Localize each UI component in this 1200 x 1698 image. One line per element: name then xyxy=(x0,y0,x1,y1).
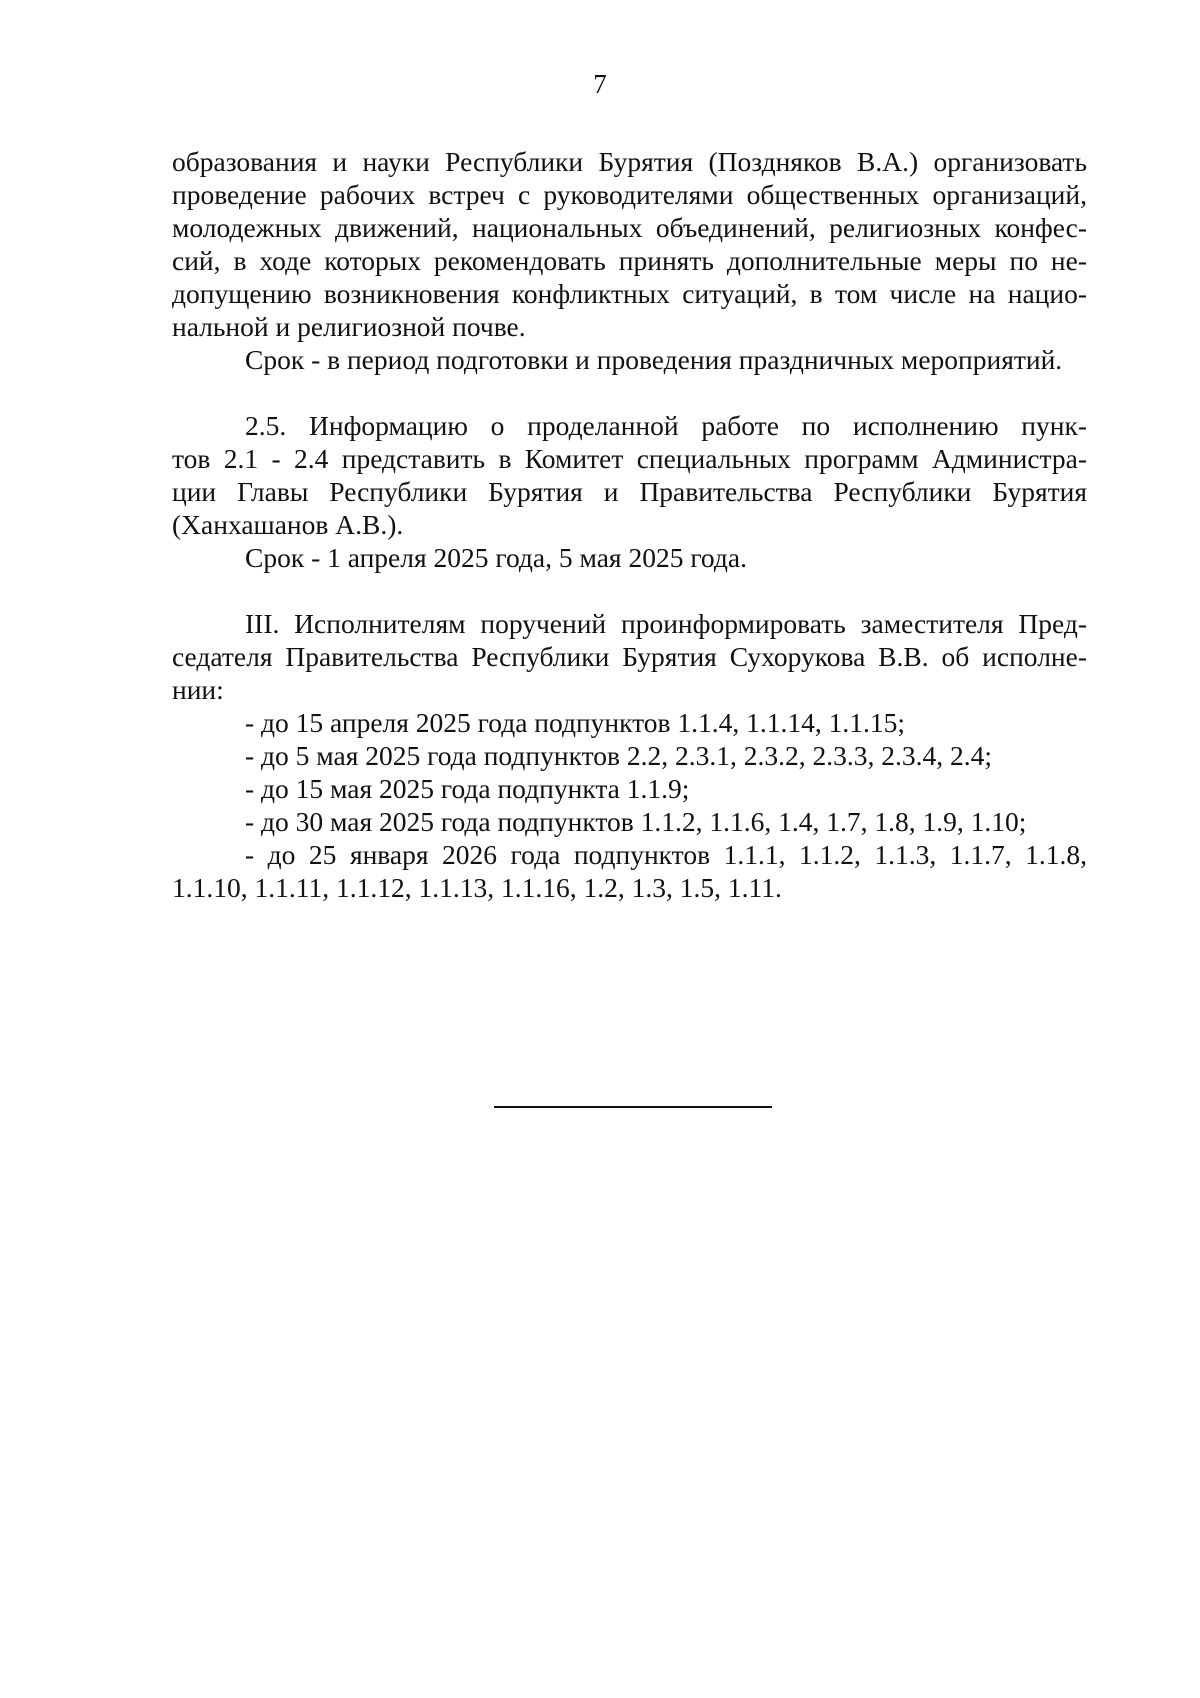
paragraph-line: тов 2.1 - 2.4 представить в Комитет специальных программ Администра- xyxy=(172,443,1087,474)
paragraph-line: допущению возникновения конфликтных ситуаций, в том числе на нацио- xyxy=(172,278,1087,309)
paragraph-line: нии: xyxy=(172,674,224,705)
deadline-text: Срок - 1 апреля 2025 года, 5 мая 2025 года. xyxy=(245,542,747,573)
paragraph-line: III. Исполнителям поручений проинформировать заместителя Пред- xyxy=(245,608,1087,639)
list-item-continuation: 1.1.10, 1.1.11, 1.1.12, 1.1.13, 1.1.16, 1.2, 1.3, 1.5, 1.11. xyxy=(172,872,782,903)
paragraph-line: проведение рабочих встреч с руководителями общественных организаций, xyxy=(172,179,1087,210)
list-item: - до 25 января 2026 года подпунктов 1.1.1, 1.1.2, 1.1.3, 1.1.7, 1.1.8, xyxy=(245,839,1087,870)
paragraph-line: нальной и религиозной почве. xyxy=(172,311,526,342)
paragraph-line: сий, в ходе которых рекомендовать принять дополнительные меры по не- xyxy=(172,245,1087,276)
list-item: - до 5 мая 2025 года подпунктов 2.2, 2.3.1, 2.3.2, 2.3.3, 2.3.4, 2.4; xyxy=(245,740,992,771)
paragraph-line: молодежных движений, национальных объединений, религиозных конфес- xyxy=(172,212,1087,243)
deadline-text: Срок - в период подготовки и проведения праздничных мероприятий. xyxy=(245,344,1063,375)
list-item: - до 15 мая 2025 года подпункта 1.1.9; xyxy=(245,773,690,804)
paragraph-line: образования и науки Республики Бурятия (Поздняков В.А.) организовать xyxy=(172,146,1087,177)
paragraph-line: седателя Правительства Республики Бурятия Сухорукова В.В. об исполне- xyxy=(172,641,1087,672)
closing-separator-line xyxy=(494,1106,772,1108)
list-item: - до 15 апреля 2025 года подпунктов 1.1.4, 1.1.14, 1.1.15; xyxy=(245,707,906,738)
list-item: - до 30 мая 2025 года подпунктов 1.1.2, 1.1.6, 1.4, 1.7, 1.8, 1.9, 1.10; xyxy=(245,806,1027,837)
page-number: 7 xyxy=(593,69,607,99)
paragraph-line: ции Главы Республики Бурятия и Правительства Республики Бурятия xyxy=(172,476,1087,507)
paragraph-line: (Ханхашанов А.В.). xyxy=(172,509,404,540)
paragraph-line: 2.5. Информацию о проделанной работе по исполнению пунк- xyxy=(245,410,1087,441)
